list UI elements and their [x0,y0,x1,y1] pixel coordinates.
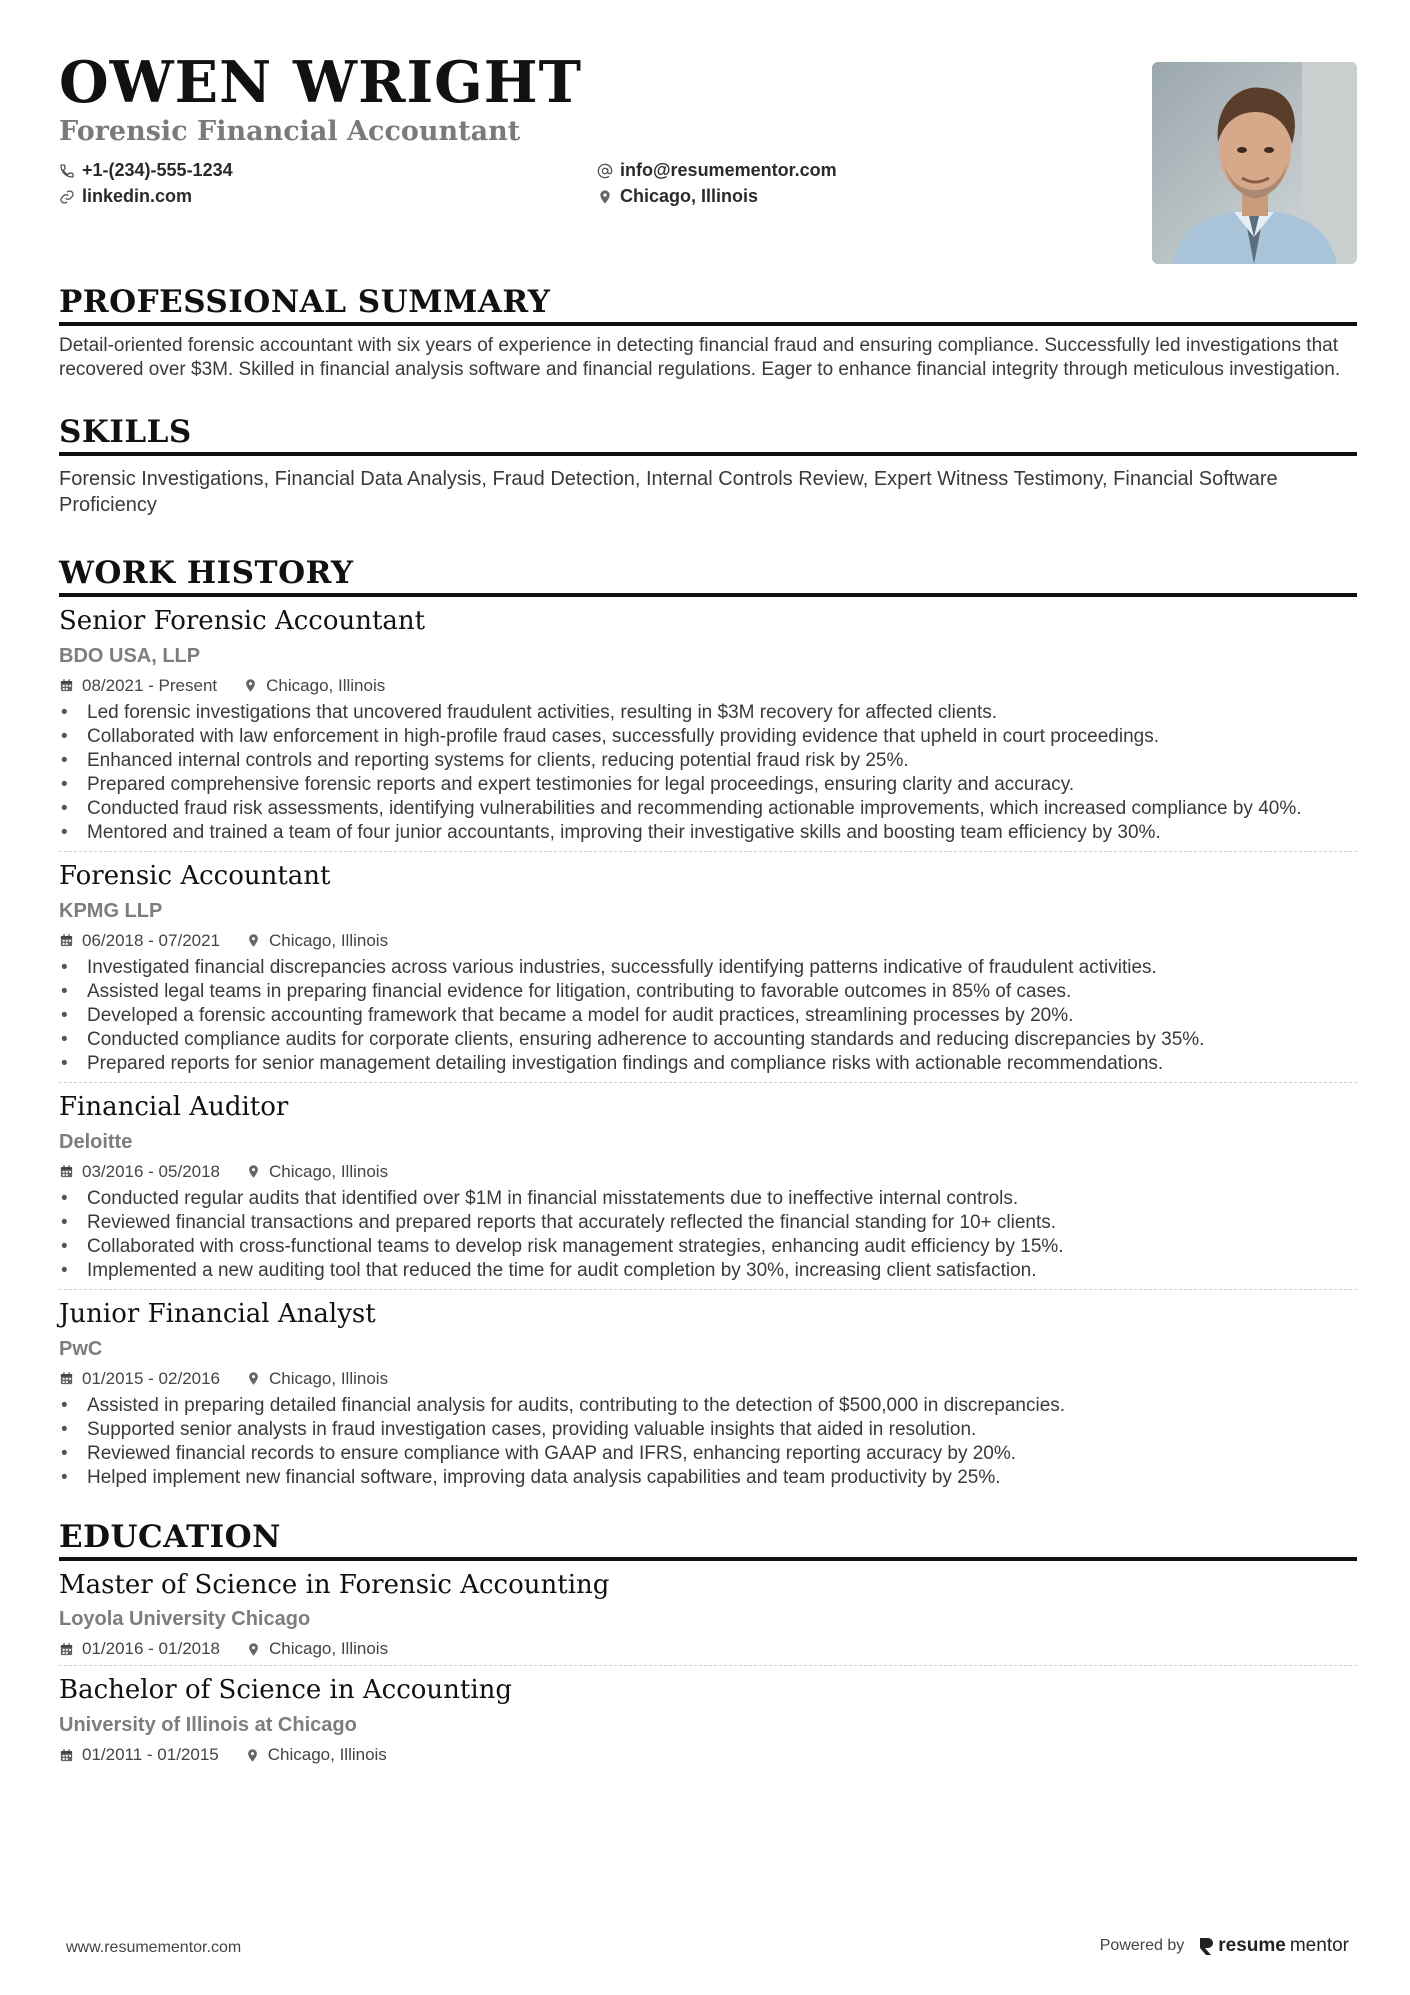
job-bullet: • Collaborated with law enforcement in high-profile fraud cases, successfully providing evidence that upheld in court proceedings. [59,725,1357,749]
email-text: info@resumementor.com [620,160,837,180]
link-icon [59,189,75,205]
candidate-name: OWEN WRIGHT [59,49,583,116]
item-location: Chicago, Illinois [269,1161,389,1181]
resume-header [59,49,1357,284]
summary-section [59,284,1357,382]
job-bullet: • Led forensic investigations that uncovered fraudulent activities, resulting in $3M recovery for affected clients. [59,701,1357,725]
page-footer [66,1935,1349,1965]
date-range: 01/2015 - 02/2016 [82,1368,221,1388]
item-location: Chicago, Illinois [269,1368,389,1388]
company-name: KPMG LLP [59,899,163,922]
job-entry [59,607,1357,845]
company-name: BDO USA, LLP [59,644,201,667]
job-title: Senior Forensic Accountant [59,606,426,636]
skills-text: Forensic Investigations, Financial Data Analysis, Fraud Detection, Internal Controls Review, Expert Witness Testimony, Financial Software Proficiency [59,468,1278,516]
job-bullet: • Collaborated with cross-functional teams to develop risk management strategies, enhancing audit efficiency by 15%. [59,1235,1357,1259]
profile-photo [1152,62,1357,264]
brand-name-bold: resume [1218,1935,1286,1956]
job-bullet: • Conducted regular audits that identified over $1M in financial misstatements due to ineffective internal controls. [59,1187,1357,1211]
calendar-icon [59,1642,74,1657]
date-range: 06/2018 - 07/2021 [82,930,221,950]
education-heading: EDUCATION [59,1522,1357,1561]
job-bullet: • Assisted legal teams in preparing financial evidence for litigation, contributing to favorable outcomes in 85% of cases. [59,980,1357,1004]
powered-by-label: Powered by [1099,1937,1185,1954]
job-entry [59,862,1357,1076]
company-name: PwC [59,1337,103,1360]
job-bullets [59,1394,1357,1490]
job-divider [59,1289,1357,1290]
location-text: Chicago, Illinois [620,186,759,206]
brand-name-light: mentor [1289,1935,1349,1956]
item-location: Chicago, Illinois [269,1639,389,1659]
location-pin-icon [243,678,258,693]
job-bullet: • Reviewed financial records to ensure compliance with GAAP and IFRS, enhancing reporting accuracy by 20%. [59,1442,1357,1466]
job-bullet: • Developed a forensic accounting framework that became a model for audit practices, streamlining processes by 20%. [59,1004,1357,1028]
brand-logo-icon [1198,1936,1214,1956]
location-pin-icon [597,189,613,205]
calendar-icon [59,678,74,693]
linkedin-text: linkedin.com [82,186,193,206]
job-bullet: • Helped implement new financial software, improving data analysis capabilities and team productivity by 25%. [59,1466,1357,1490]
job-title: Forensic Accountant [59,860,331,891]
job-title: Junior Financial Analyst [59,1298,376,1329]
job-bullet: • Enhanced internal controls and reporting systems for clients, reducing potential fraud risk by 25%. [59,749,1357,773]
job-bullet: • Mentored and trained a team of four junior accountants, improving their investigative skills and boosting team efficiency by 30%. [59,821,1357,845]
summary-text: Detail-oriented forensic accountant with six years of experience in detecting financial fraud and ensuring compliance. Successfully led investigations that recovered over $3M. Skilled in financial analysis software and financial regulations. Eager to enhance financial integrity through meticulous investigation. [59,335,1341,380]
degree-title: Bachelor of Science in Accounting [59,1675,513,1706]
location-pin-icon [245,1748,260,1763]
meta-row [59,676,1357,696]
education-entry [59,1676,1357,1765]
contact-location [597,186,758,207]
candidate-role: Forensic Financial Accountant [59,116,521,147]
job-list [59,607,1357,1490]
profile-photo-illustration [1152,62,1357,264]
job-bullet: • Conducted compliance audits for corporate clients, ensuring adherence to accounting standards and reducing discrepancies by 35%. [59,1028,1357,1052]
skills-heading: SKILLS [59,417,1357,456]
contact-linkedin [59,186,192,207]
item-location: Chicago, Illinois [266,675,386,695]
resume-page [59,42,1357,1765]
summary-heading: PROFESSIONAL SUMMARY [59,287,1357,326]
location-pin-icon [246,1164,261,1179]
at-icon [597,163,613,179]
item-location: Chicago, Illinois [269,930,389,950]
phone-icon [59,163,75,179]
location-pin-icon [246,1371,261,1386]
footer-branding [1100,1935,1349,1957]
contact-phone [59,160,233,181]
date-range: 03/2016 - 05/2018 [82,1161,221,1181]
job-bullet: • Prepared reports for senior management detailing investigation findings and compliance risks with actionable recommendations. [59,1052,1357,1076]
degree-title: Master of Science in Forensic Accounting [59,1569,610,1600]
work-history-heading: WORK HISTORY [59,558,1357,597]
meta-row [59,1745,1357,1765]
location-pin-icon [246,1642,261,1657]
calendar-icon [59,1371,74,1386]
job-bullets [59,701,1357,845]
footer-url[interactable]: www.resumementor.com [66,1939,242,1956]
phone-text: +1-(234)-555-1234 [82,160,233,180]
meta-row [59,1369,1357,1389]
education-entry [59,1571,1357,1660]
school-name: University of Illinois at Chicago [59,1714,357,1737]
company-name: Deloitte [59,1130,133,1153]
date-range: 08/2021 - Present [82,675,218,695]
job-bullet: • Investigated financial discrepancies across various industries, successfully identifying patterns indicative of fraudulent activities. [59,956,1357,980]
contact-email [597,160,837,181]
job-divider [59,851,1357,852]
meta-row [59,1162,1357,1182]
job-bullet: • Supported senior analysts in fraud investigation cases, providing valuable insights that aided in resolution. [59,1418,1357,1442]
job-bullet: • Reviewed financial transactions and prepared reports that accurately reflected the financial standing for 10+ clients. [59,1211,1357,1235]
date-range: 01/2011 - 01/2015 [82,1745,219,1765]
brand-logo[interactable] [1198,1935,1349,1957]
education-divider [59,1665,1357,1666]
calendar-icon [59,1164,74,1179]
location-pin-icon [246,933,261,948]
meta-row [59,931,1357,951]
job-bullet: • Assisted in preparing detailed financial analysis for audits, contributing to the detection of $500,000 in discrepancies. [59,1394,1357,1418]
job-divider [59,1082,1357,1083]
date-range: 01/2016 - 01/2018 [82,1639,221,1659]
work-history-section [59,555,1357,1490]
calendar-icon [59,1748,74,1763]
skills-section [59,414,1357,518]
calendar-icon [59,933,74,948]
job-entry [59,1093,1357,1283]
education-section [59,1518,1357,1766]
education-list [59,1571,1357,1766]
job-bullets [59,956,1357,1076]
job-bullet: • Conducted fraud risk assessments, identifying vulnerabilities and recommending actionable improvements, which increased compliance by 40%. [59,797,1357,821]
meta-row [59,1639,1357,1659]
job-entry [59,1300,1357,1490]
job-bullet: • Implemented a new auditing tool that reduced the time for audit completion by 30%, increasing client satisfaction. [59,1259,1357,1283]
job-title: Financial Auditor [59,1091,289,1122]
item-location: Chicago, Illinois [267,1745,387,1765]
job-bullet: • Prepared comprehensive forensic reports and expert testimonies for legal proceedings, ensuring clarity and accuracy. [59,773,1357,797]
job-bullets [59,1187,1357,1283]
school-name: Loyola University Chicago [59,1608,311,1631]
